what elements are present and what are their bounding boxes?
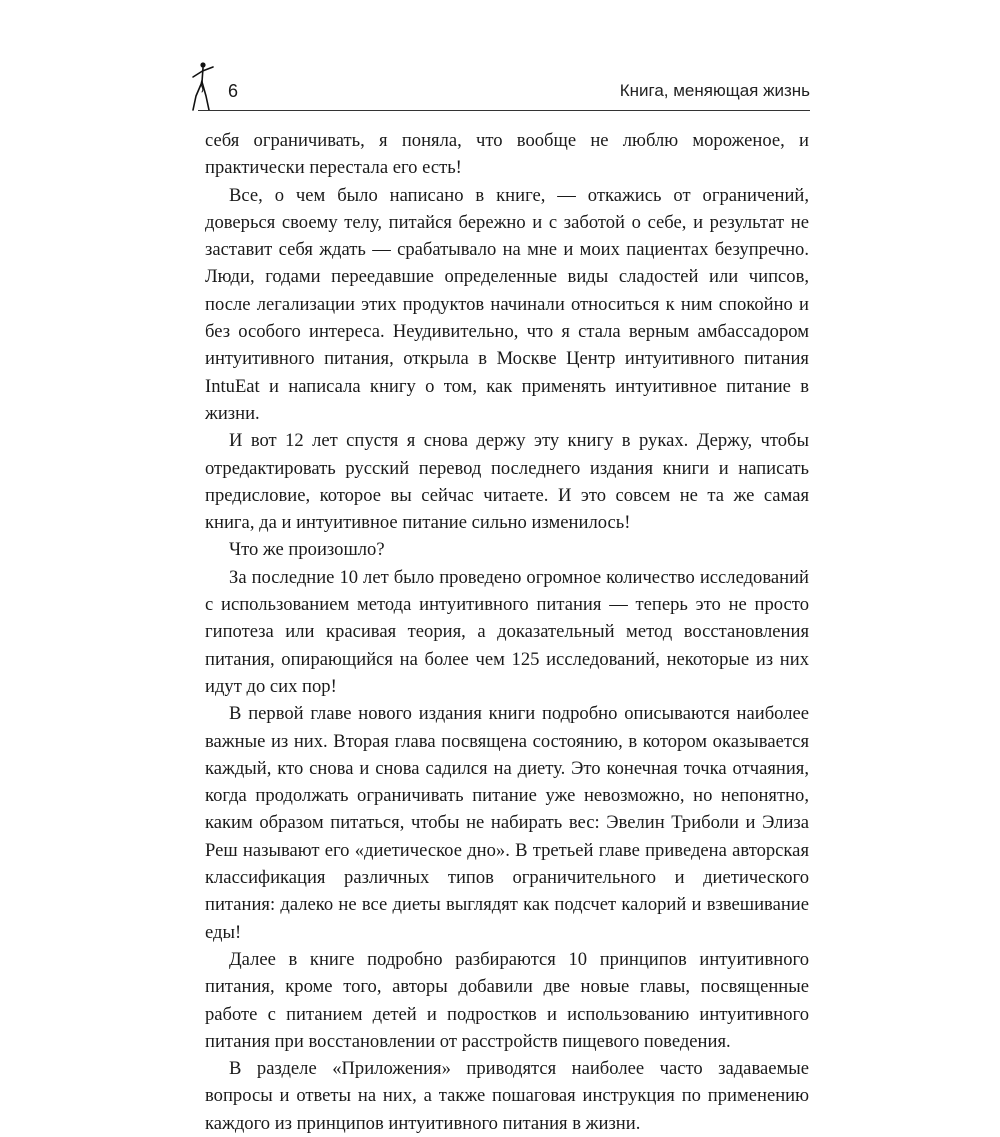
paragraph: Что же произошло? xyxy=(229,539,385,561)
page-number: 6 xyxy=(228,81,239,101)
body-text xyxy=(205,127,809,1137)
running-head xyxy=(190,60,810,112)
header-rule xyxy=(198,110,810,111)
paragraph: В разделе «Приложения» приводятся наиболее часто задаваемые вопросы и ответы на них, а также пошаговая инструкция по применению каждого из принципов интуитивного питания в жизни. xyxy=(205,1058,809,1134)
paragraph: За последние 10 лет было проведено огромное количество исследований с использованием метода интуитивного питания — теперь это не просто гипотеза или красивая теория, а доказательный метод восстановления питания, опирающийся на более чем 125 исследований, некоторые из них идут до сих пор! xyxy=(205,566,809,697)
paragraph: Все, о чем было написано в книге, — откажись от ограничений, доверься своему телу, питайся бережно и с заботой о себе, и результат не заставит себя ждать — срабатывало на мне и моих пациентах безупречно. Люди, годами переедавшие определенные виды сладостей или чипсов, после легализации этих продуктов начинали относиться к ним спокойно и без особого интереса. Неудивительно, что я стала верным амбассадором интуитивного питания, открыла в Москве Центр интуитивного питания IntuEat и написала книгу о том, как применять интуитивное питание в жизни. xyxy=(205,184,809,424)
paragraph: В первой главе нового издания книги подробно описываются наиболее важные из них. Вторая глава посвящена состоянию, в котором оказывается каждый, кто снова и снова садился на диету. Это конечная точка отчаяния, когда продолжать ограничивать питание уже невозможно, но непонятно, каким образом питаться, чтобы не набирать вес: Эвелин Триболи и Элиза Реш называют его «диетическое дно». В третьей главе приведена авторская классификация различных типов ограничительного и диетического питания: далеко не все диеты выглядят как подсчет калорий и взвешивание еды! xyxy=(205,703,809,943)
paragraph: И вот 12 лет спустя я снова держу эту книгу в руках. Держу, чтобы отредактировать русский перевод последнего издания книги и написать предисловие, которое вы сейчас читаете. И это совсем не та же самая книга, да и интуитивное питание сильно изменилось! xyxy=(205,430,809,534)
running-title: Книга, меняющая жизнь xyxy=(619,81,810,100)
paragraph: Далее в книге подробно разбираются 10 принципов интуитивного питания, кроме того, авторы добавили две новые главы, посвященные работе с питанием детей и подростков и использованию интуитивного питания при восстановлении от расстройств пищевого поведения. xyxy=(205,948,809,1052)
paragraph: себя ограничивать, я поняла, что вообще не люблю мороженое, и практически перестала его есть! xyxy=(205,130,809,179)
dancer-figure-icon xyxy=(190,60,216,112)
